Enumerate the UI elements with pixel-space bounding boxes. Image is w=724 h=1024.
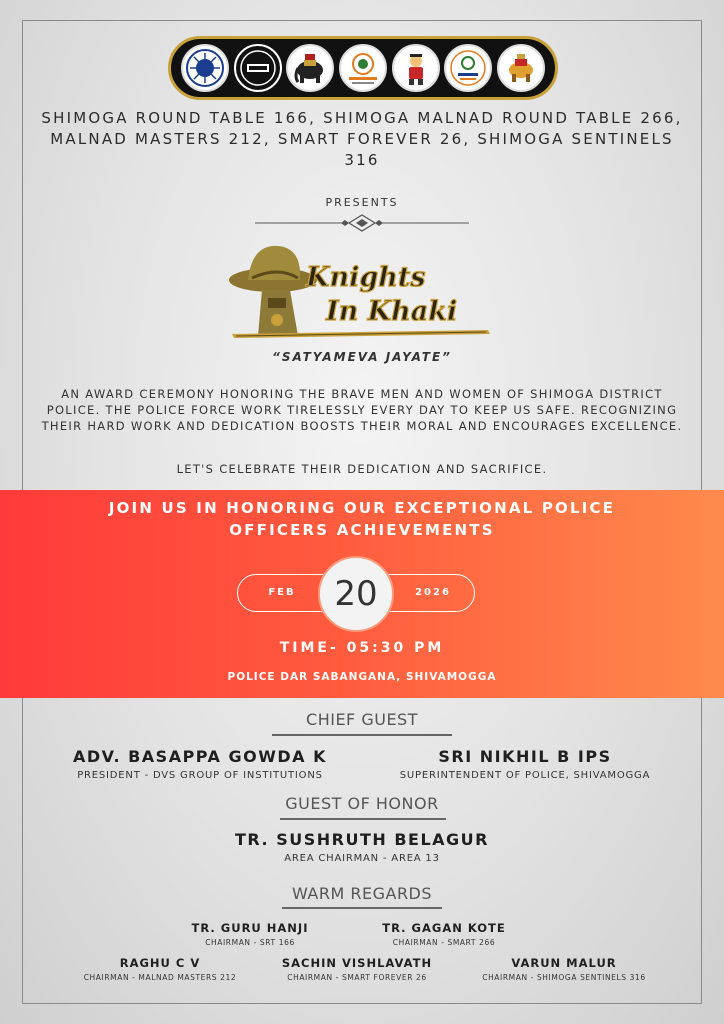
event-title-line1: Knights bbox=[306, 262, 426, 293]
presents-label: PRESENTS bbox=[325, 196, 399, 209]
regards-name-2: TR. GAGAN KOTE bbox=[382, 921, 506, 935]
event-description: AN AWARD CEREMONY HONORING THE BRAVE MEN AND WOMEN OF SHIMOGA DISTRICT POLICE. THE POLICE FORCE WORK TIRELESSLY EVERY DAY TO KEEP US SAFE. RECOGNIZING THEIR HARD WORK AND DEDICATION BOOSTS THEIR MORAL AND ENCOURAGES EXCELLENCE. bbox=[41, 387, 683, 433]
round-table-india-logo bbox=[181, 44, 229, 92]
knights-in-khaki-emblem bbox=[228, 236, 498, 348]
mascot-logo bbox=[392, 44, 440, 92]
guest-of-honor-name: TR. SUSHRUTH BELAGUR bbox=[235, 830, 489, 849]
regards-role-5: CHAIRMAN - SHIMOGA SENTINELS 316 bbox=[482, 973, 646, 982]
regards-name-1: TR. GURU HANJI bbox=[191, 921, 309, 935]
chief-guest-role-1: PRESIDENT - DVS GROUP OF INSTITUTIONS bbox=[77, 770, 323, 781]
regards-role-2: CHAIRMAN - SMART 266 bbox=[392, 938, 496, 947]
regards-name-3: RAGHU C V bbox=[119, 956, 201, 970]
event-motto: “SATYAMEVA JAYATE” bbox=[272, 350, 452, 364]
smart-forever-logo bbox=[444, 44, 492, 92]
date-month: FEB bbox=[268, 587, 296, 598]
chief-guest-name-2: SRI NIKHIL B IPS bbox=[438, 747, 612, 766]
chief-guest-name-1: ADV. BASAPPA GOWDA K bbox=[72, 747, 328, 766]
regards-name-5: VARUN MALUR bbox=[511, 956, 617, 970]
guest-of-honor-heading: GUEST OF HONOR bbox=[285, 794, 439, 813]
regards-role-4: CHAIRMAN - SMART FOREVER 26 bbox=[287, 973, 427, 982]
warm-regards-heading: WARM REGARDS bbox=[291, 884, 433, 903]
date-year: 2026 bbox=[415, 587, 451, 598]
chief-guest-role-2: SUPERINTENDENT OF POLICE, SHIVAMOGGA bbox=[399, 770, 651, 781]
host-organizations: SHIMOGA ROUND TABLE 166, SHIMOGA MALNAD ROUND TABLE 266, MALNAD MASTERS 212, SMART FOREVER 26, SHIMOGA SENTINELS 316 bbox=[41, 109, 683, 169]
sponsor-logo-strip bbox=[168, 36, 558, 100]
warm-regards-rule bbox=[282, 907, 442, 909]
guest-of-honor-rule bbox=[280, 818, 446, 820]
regards-name-4: SACHIN VISHLAVATH bbox=[281, 956, 433, 970]
regards-role-3: CHAIRMAN - MALNAD MASTERS 212 bbox=[83, 973, 237, 982]
chief-guest-heading: CHIEF GUEST bbox=[306, 710, 418, 729]
guest-of-honor-role: AREA CHAIRMAN - AREA 13 bbox=[284, 853, 440, 864]
area-13-logo bbox=[234, 44, 282, 92]
elephant-logo bbox=[286, 44, 334, 92]
regards-role-1: CHAIRMAN - SRT 166 bbox=[205, 938, 295, 947]
band-title: JOIN US IN HONORING OUR EXCEPTIONAL POLICE OFFICERS ACHIEVEMENTS bbox=[108, 499, 616, 539]
celebrate-line: LET'S CELEBRATE THEIR DEDICATION AND SACRIFICE. bbox=[176, 462, 548, 476]
date-day: 20 bbox=[318, 556, 394, 632]
police-hat-icon bbox=[229, 246, 317, 336]
ornamental-divider-icon bbox=[255, 214, 469, 232]
event-venue: POLICE DAR SABANGANA, SHIVAMOGGA bbox=[227, 671, 497, 683]
event-time: TIME- 05:30 PM bbox=[279, 640, 445, 656]
event-title-line2: In Khaki bbox=[326, 296, 458, 327]
chief-guest-rule bbox=[272, 734, 452, 736]
shimoga-malnad-round-table-logo bbox=[339, 44, 387, 92]
decorated-elephant-logo bbox=[497, 44, 545, 92]
